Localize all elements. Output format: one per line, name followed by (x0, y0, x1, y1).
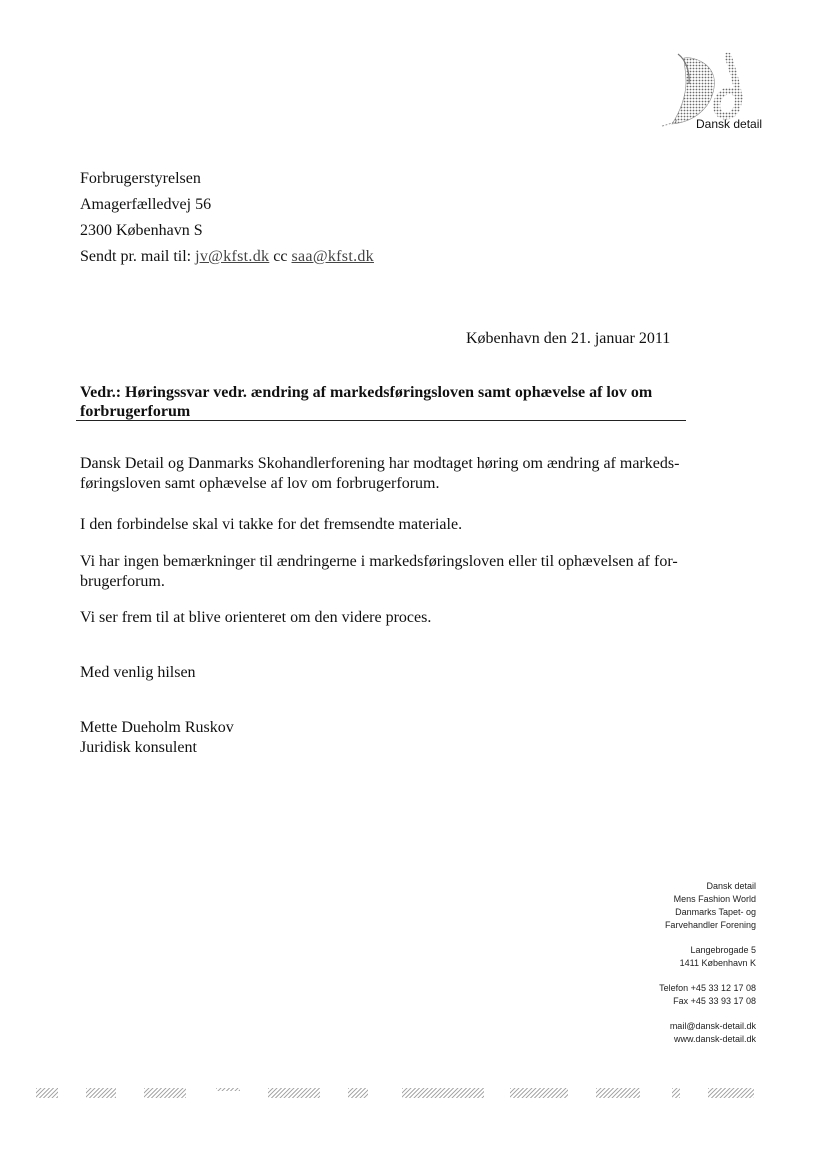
recipient-street: Amagerfælledvej 56 (80, 196, 212, 213)
halftone-blot (510, 1088, 568, 1098)
subject-divider (76, 420, 686, 421)
footer-org-line-4: Farvehandler Forening (664, 920, 756, 930)
signer-title: Juridisk konsulent (80, 739, 197, 756)
halftone-blot (402, 1088, 484, 1098)
recipient-name: Forbrugerstyrelsen (80, 170, 201, 187)
footer-org-line-1: Dansk detail (706, 881, 756, 891)
recipient-city: 2300 København S (80, 222, 203, 239)
footer-city: 1411 København K (679, 958, 756, 968)
logo-brand-text: Dansk detail (696, 117, 763, 131)
footer-spacer (659, 970, 756, 982)
body-paragraph-4: Vi ser frem til at blive orienteret om den videre proces. (80, 609, 432, 626)
recipient-address (80, 166, 374, 270)
cc-label: cc (273, 248, 288, 265)
sent-by-mail-line (80, 244, 374, 270)
footer-fax: Fax +45 33 93 17 08 (673, 996, 756, 1006)
halftone-blot (596, 1088, 640, 1098)
email-to-link[interactable]: jv@kfst.dk (195, 248, 270, 265)
footer-spacer (659, 932, 756, 944)
footer-org-line-2: Mens Fashion World (673, 894, 756, 904)
halftone-blot (348, 1088, 368, 1098)
footer-contact-block (659, 880, 756, 1046)
halftone-blot (36, 1088, 58, 1098)
halftone-blot (708, 1088, 754, 1098)
sent-prefix: Sendt pr. mail til: (80, 248, 192, 265)
footer-web[interactable]: www.dansk-detail.dk (673, 1034, 756, 1044)
halftone-blot (672, 1088, 680, 1098)
footer-street: Langebrogade 5 (690, 945, 756, 955)
halftone-blot (268, 1088, 320, 1098)
footer-spacer (659, 1008, 756, 1020)
body-paragraph-2: I den forbindelse skal vi takke for det fremsendte materiale. (80, 516, 463, 533)
footer-org-line-3: Danmarks Tapet- og (675, 907, 756, 917)
body-paragraph-1: Dansk Detail og Danmarks Skohandlerforening har modtaget høring om ændring af markeds-føringsloven samt ophævelse af lov om forbrugerforum. (80, 455, 680, 492)
subject-heading: Vedr.: Høringssvar vedr. ændring af markedsføringsloven samt ophævelse af lov om forbrugerforum (80, 384, 653, 420)
decorative-halftone-strip (36, 1084, 756, 1102)
footer-phone: Telefon +45 33 12 17 08 (659, 983, 756, 993)
dateline: København den 21. januar 2011 (466, 330, 671, 347)
signature-block (80, 718, 690, 758)
halftone-blot (144, 1088, 186, 1098)
email-cc-link[interactable]: saa@kfst.dk (291, 248, 374, 265)
halftone-blot (216, 1088, 240, 1091)
halftone-blot (86, 1088, 116, 1098)
footer-email[interactable]: mail@dansk-detail.dk (669, 1021, 756, 1031)
closing-greeting: Med venlig hilsen (80, 664, 196, 681)
body-paragraph-3: Vi har ingen bemærkninger til ændringerne i markedsføringsloven eller til ophævelsen af for-brugerforum. (80, 553, 678, 590)
signer-name: Mette Dueholm Ruskov (80, 719, 234, 736)
